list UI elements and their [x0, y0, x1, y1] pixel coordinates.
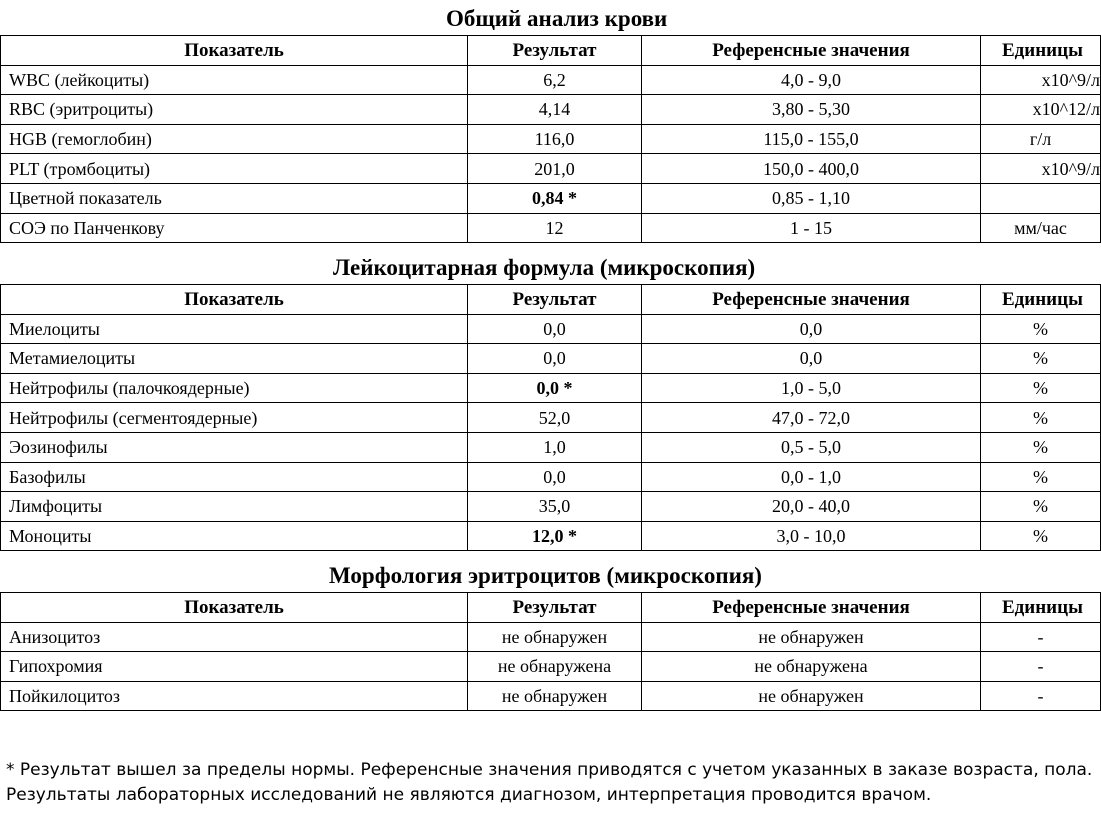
row-result: 116,0 [468, 124, 642, 154]
row-reference: 0,85 - 1,10 [642, 183, 981, 213]
row-reference: не обнаружен [642, 681, 981, 711]
row-name: RBC (эритроциты) [1, 95, 468, 125]
table-row [1, 521, 1101, 551]
row-reference: 150,0 - 400,0 [642, 154, 981, 184]
table-row [1, 373, 1101, 403]
column-header: Результат [468, 593, 642, 623]
row-reference: 3,0 - 10,0 [642, 521, 981, 551]
row-reference: 0,0 [642, 344, 981, 374]
table-row [1, 314, 1101, 344]
row-reference: 0,5 - 5,0 [642, 432, 981, 462]
row-result: не обнаружен [468, 622, 642, 652]
table-row [1, 462, 1101, 492]
morph-table [0, 592, 1101, 711]
row-name: Метамиелоциты [1, 344, 468, 374]
row-name: Нейтрофилы (сегментоядерные) [1, 403, 468, 433]
row-unit: - [981, 681, 1101, 711]
row-reference: 20,0 - 40,0 [642, 492, 981, 522]
table-row [1, 213, 1101, 243]
row-unit: % [981, 403, 1101, 433]
footnote-line-2: Результаты лабораторных исследований не являются диагнозом, интерпретация проводится врачом. [6, 785, 932, 805]
row-result: 12,0 * [468, 521, 642, 551]
column-header: Результат [468, 285, 642, 315]
row-reference: не обнаружен [642, 622, 981, 652]
row-result: 0,0 [468, 314, 642, 344]
row-name: Нейтрофилы (палочкоядерные) [1, 373, 468, 403]
row-name: Анизоцитоз [1, 622, 468, 652]
row-unit: - [981, 622, 1101, 652]
footnote-line-1: * Результат вышел за пределы нормы. Референсные значения приводятся с учетом указанных в заказе возраста, пола. [6, 760, 1093, 780]
row-result: 0,0 [468, 462, 642, 492]
column-header: Показатель [1, 36, 468, 66]
row-name: Цветной показатель [1, 183, 468, 213]
table-row [1, 95, 1101, 125]
table-row [1, 183, 1101, 213]
row-name: Миелоциты [1, 314, 468, 344]
row-name: PLT (тромбоциты) [1, 154, 468, 184]
row-reference: 47,0 - 72,0 [642, 403, 981, 433]
table-row [1, 652, 1101, 682]
table-header-row [1, 593, 1101, 623]
row-reference: 0,0 [642, 314, 981, 344]
row-name: Эозинофилы [1, 432, 468, 462]
table-row [1, 492, 1101, 522]
row-result: 0,84 * [468, 183, 642, 213]
row-name: Базофилы [1, 462, 468, 492]
row-reference: 3,80 - 5,30 [642, 95, 981, 125]
column-header: Показатель [1, 593, 468, 623]
column-header: Единицы [981, 593, 1101, 623]
table-row [1, 344, 1101, 374]
row-unit: x10^9/л [981, 154, 1101, 184]
table-row [1, 622, 1101, 652]
row-unit: x10^9/л [981, 65, 1101, 95]
table-row [1, 432, 1101, 462]
row-reference: 1 - 15 [642, 213, 981, 243]
table-row [1, 403, 1101, 433]
row-name: СОЭ по Панченкову [1, 213, 468, 243]
row-result: 4,14 [468, 95, 642, 125]
row-name: HGB (гемоглобин) [1, 124, 468, 154]
row-unit: % [981, 432, 1101, 462]
column-header: Референсные значения [642, 36, 981, 66]
row-unit: % [981, 373, 1101, 403]
row-result: не обнаружена [468, 652, 642, 682]
row-result: 1,0 [468, 432, 642, 462]
leuko-title: Лейкоцитарная формула (микроскопия) [333, 255, 756, 280]
row-reference: 0,0 - 1,0 [642, 462, 981, 492]
cbc-title: Общий анализ крови [446, 6, 668, 31]
row-result: 6,2 [468, 65, 642, 95]
row-unit: x10^12/л [981, 95, 1101, 125]
morph-title: Морфология эритроцитов (микроскопия) [329, 563, 762, 588]
row-reference: не обнаружена [642, 652, 981, 682]
row-name: WBC (лейкоциты) [1, 65, 468, 95]
row-result: 201,0 [468, 154, 642, 184]
row-result: 0,0 [468, 344, 642, 374]
column-header: Показатель [1, 285, 468, 315]
table-row [1, 154, 1101, 184]
row-name: Лимфоциты [1, 492, 468, 522]
row-unit: - [981, 652, 1101, 682]
row-name: Моноциты [1, 521, 468, 551]
row-unit [981, 183, 1101, 213]
row-unit: % [981, 521, 1101, 551]
table-row [1, 124, 1101, 154]
row-unit: мм/час [981, 213, 1101, 243]
row-name: Гипохромия [1, 652, 468, 682]
column-header: Референсные значения [642, 285, 981, 315]
row-unit: % [981, 492, 1101, 522]
table-row [1, 681, 1101, 711]
row-result: 52,0 [468, 403, 642, 433]
table-header-row [1, 285, 1101, 315]
cbc-table [0, 35, 1101, 243]
table-row [1, 65, 1101, 95]
row-result: не обнаружен [468, 681, 642, 711]
row-unit: % [981, 314, 1101, 344]
leuko-table [0, 284, 1101, 551]
row-reference: 4,0 - 9,0 [642, 65, 981, 95]
column-header: Единицы [981, 36, 1101, 66]
column-header: Референсные значения [642, 593, 981, 623]
row-result: 35,0 [468, 492, 642, 522]
row-reference: 115,0 - 155,0 [642, 124, 981, 154]
column-header: Единицы [981, 285, 1101, 315]
table-header-row [1, 36, 1101, 66]
row-unit: г/л [981, 124, 1101, 154]
row-reference: 1,0 - 5,0 [642, 373, 981, 403]
row-result: 0,0 * [468, 373, 642, 403]
row-result: 12 [468, 213, 642, 243]
column-header: Результат [468, 36, 642, 66]
row-unit: % [981, 462, 1101, 492]
row-name: Пойкилоцитоз [1, 681, 468, 711]
row-unit: % [981, 344, 1101, 374]
